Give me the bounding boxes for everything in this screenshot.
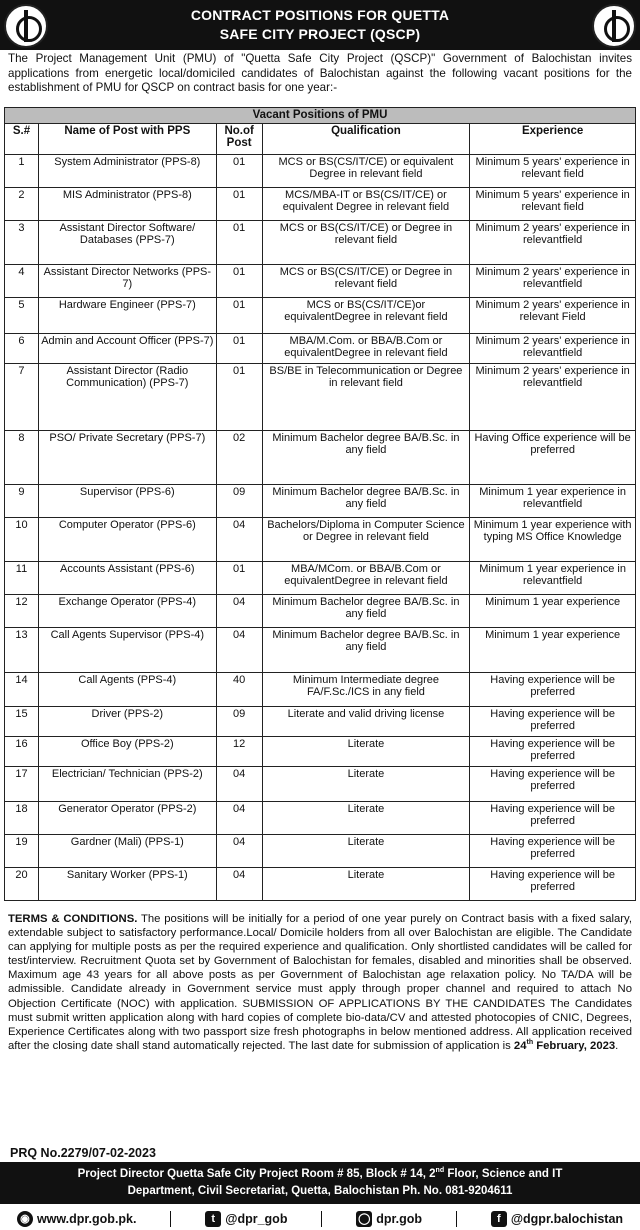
- table-row: [5, 220, 636, 264]
- cell-experience: Minimum 1 year experience: [470, 594, 636, 627]
- table-row: [5, 672, 636, 706]
- cell-experience: Having experience will be preferred: [470, 834, 636, 867]
- cell-post: Gardner (Mali) (PPS-1): [38, 834, 216, 867]
- cell-qualification: MCS or BS(CS/IT/CE) or Degree in relevant field: [262, 264, 470, 297]
- globe-icon: ◉: [17, 1211, 33, 1227]
- table-row: [5, 867, 636, 900]
- cell-no: 01: [216, 264, 262, 297]
- divider: [456, 1211, 457, 1227]
- vacancy-table: [4, 107, 636, 901]
- col-header-qualification: Qualification: [262, 123, 470, 154]
- cell-qualification: Literate: [262, 867, 470, 900]
- table-row: [5, 627, 636, 672]
- instagram-link[interactable]: ◯ dpr.gob: [358, 1212, 423, 1226]
- table-row: [5, 264, 636, 297]
- col-header-sn: S.#: [5, 123, 39, 154]
- divider: [321, 1211, 322, 1227]
- cell-qualification: Minimum Intermediate degree FA/F.Sc./ICS in any field: [262, 672, 470, 706]
- table-row: [5, 484, 636, 517]
- divider: [170, 1211, 171, 1227]
- cell-experience: Having experience will be preferred: [470, 672, 636, 706]
- cell-no: 02: [216, 430, 262, 484]
- instagram-icon: ◯: [358, 1213, 371, 1225]
- cell-no: 04: [216, 517, 262, 561]
- cell-experience: Minimum 2 years' experience in relevantfield: [470, 333, 636, 363]
- cell-qualification: MBA/MCom. or BBA/B.Com or equivalentDegree in relevant field: [262, 561, 470, 594]
- table-row: [5, 297, 636, 333]
- cell-qualification: MBA/M.Com. or BBA/B.Com or equivalentDegree in relevant field: [262, 333, 470, 363]
- col-header-no: No.of Post: [216, 123, 262, 154]
- cell-no: 12: [216, 736, 262, 766]
- address-line-2: Department, Civil Secretariat, Quetta, Balochistan Ph. No. 081-9204611: [127, 1185, 513, 1197]
- cell-no: 01: [216, 187, 262, 220]
- cell-qualification: Literate and valid driving license: [262, 706, 470, 736]
- cell-post: Assistant Director (Radio Communication) (PPS-7): [38, 363, 216, 430]
- cell-post: Admin and Account Officer (PPS-7): [38, 333, 216, 363]
- table-row: [5, 561, 636, 594]
- cell-experience: Minimum 2 years' experience in relevant Field: [470, 297, 636, 333]
- cell-sn: 17: [5, 766, 39, 801]
- col-header-post: Name of Post with PPS: [38, 123, 216, 154]
- website-link[interactable]: ◉ www.dpr.gob.pk.: [17, 1211, 137, 1227]
- header-banner: [0, 0, 640, 50]
- intro-paragraph: The Project Management Unit (PMU) of "Quetta Safe City Project (QSCP)" Government of Balochistan invites applications from energetic local/domiciled candidates of Balochistan against the following vacant positions for the establishment of PMU for QSCP on contract basis for one year:-: [8, 52, 632, 94]
- table-row: [5, 430, 636, 484]
- cell-experience: Minimum 5 years' experience in relevant field: [470, 187, 636, 220]
- cell-sn: 18: [5, 801, 39, 834]
- cell-experience: Having experience will be preferred: [470, 801, 636, 834]
- table-row: [5, 766, 636, 801]
- cell-post: Sanitary Worker (PPS-1): [38, 867, 216, 900]
- terms-heading: TERMS & CONDITIONS.: [8, 913, 138, 925]
- cell-no: 01: [216, 363, 262, 430]
- cell-experience: Minimum 2 years' experience in relevantfield: [470, 220, 636, 264]
- cell-no: 09: [216, 484, 262, 517]
- cell-experience: Minimum 1 year experience in relevantfield: [470, 484, 636, 517]
- last-date: 24th February, 2023: [513, 1039, 616, 1052]
- cell-post: MIS Administrator (PPS-8): [38, 187, 216, 220]
- cell-sn: 10: [5, 517, 39, 561]
- cell-sn: 8: [5, 430, 39, 484]
- qscp-logo-icon: [4, 4, 48, 48]
- cell-sn: 15: [5, 706, 39, 736]
- cell-post: Call Agents (PPS-4): [38, 672, 216, 706]
- cell-experience: Having experience will be preferred: [470, 867, 636, 900]
- cell-post: Electrician/ Technician (PPS-2): [38, 766, 216, 801]
- cell-qualification: Bachelors/Diploma in Computer Science or Degree in relevant field: [262, 517, 470, 561]
- table-row: [5, 594, 636, 627]
- facebook-link[interactable]: f @dgpr.balochistan: [491, 1211, 623, 1227]
- table-caption: Vacant Positions of PMU: [5, 108, 636, 124]
- address-footer: [0, 1162, 640, 1204]
- cell-experience: Minimum 2 years' experience in relevantfield: [470, 264, 636, 297]
- title-line-2: SAFE CITY PROJECT (QSCP): [219, 26, 421, 42]
- government-logo-icon: [592, 4, 636, 48]
- cell-sn: 19: [5, 834, 39, 867]
- cell-post: Generator Operator (PPS-2): [38, 801, 216, 834]
- address-line-1: Project Director Quetta Safe City Project Room # 85, Block # 14, 2nd Floor, Science and IT: [77, 1167, 563, 1180]
- cell-qualification: MCS/MBA-IT or BS(CS/IT/CE) or equivalent Degree in relevant field: [262, 187, 470, 220]
- cell-sn: 16: [5, 736, 39, 766]
- cell-experience: Having experience will be preferred: [470, 766, 636, 801]
- cell-post: Driver (PPS-2): [38, 706, 216, 736]
- cell-no: 04: [216, 766, 262, 801]
- facebook-icon: f: [491, 1211, 507, 1227]
- cell-post: Call Agents Supervisor (PPS-4): [38, 627, 216, 672]
- cell-qualification: Minimum Bachelor degree BA/B.Sc. in any field: [262, 484, 470, 517]
- cell-qualification: Minimum Bachelor degree BA/B.Sc. in any field: [262, 430, 470, 484]
- twitter-link[interactable]: t @dpr_gob: [205, 1211, 287, 1227]
- table-row: [5, 834, 636, 867]
- cell-qualification: Literate: [262, 801, 470, 834]
- cell-qualification: Literate: [262, 834, 470, 867]
- cell-post: Computer Operator (PPS-6): [38, 517, 216, 561]
- table-row: [5, 363, 636, 430]
- cell-no: 01: [216, 561, 262, 594]
- cell-no: 40: [216, 672, 262, 706]
- cell-sn: 12: [5, 594, 39, 627]
- cell-qualification: Minimum Bachelor degree BA/B.Sc. in any field: [262, 594, 470, 627]
- table-row: [5, 736, 636, 766]
- cell-qualification: Literate: [262, 736, 470, 766]
- cell-no: 01: [216, 154, 262, 187]
- cell-no: 04: [216, 801, 262, 834]
- cell-no: 04: [216, 867, 262, 900]
- cell-post: PSO/ Private Secretary (PPS-7): [38, 430, 216, 484]
- title-line-1: CONTRACT POSITIONS FOR QUETTA: [190, 7, 450, 23]
- cell-qualification: MCS or BS(CS/IT/CE)or equivalentDegree in relevant field: [262, 297, 470, 333]
- cell-experience: Having Office experience will be preferred: [470, 430, 636, 484]
- cell-no: 01: [216, 220, 262, 264]
- cell-experience: Minimum 1 year experience with typing MS Office Knowledge: [470, 517, 636, 561]
- social-bar: [0, 1208, 640, 1230]
- cell-qualification: Literate: [262, 766, 470, 801]
- cell-experience: Having experience will be preferred: [470, 706, 636, 736]
- cell-post: Assistant Director Software/ Databases (PPS-7): [38, 220, 216, 264]
- cell-no: 04: [216, 594, 262, 627]
- cell-post: Supervisor (PPS-6): [38, 484, 216, 517]
- prq-number: PRQ No.2279/07-02-2023: [10, 1146, 156, 1160]
- table-row: [5, 187, 636, 220]
- cell-qualification: MCS or BS(CS/IT/CE) or equivalent Degree in relevant field: [262, 154, 470, 187]
- cell-no: 04: [216, 627, 262, 672]
- cell-sn: 14: [5, 672, 39, 706]
- cell-experience: Minimum 1 year experience in relevantfield: [470, 561, 636, 594]
- cell-post: Exchange Operator (PPS-4): [38, 594, 216, 627]
- cell-no: 01: [216, 333, 262, 363]
- cell-post: System Administrator (PPS-8): [38, 154, 216, 187]
- cell-sn: 2: [5, 187, 39, 220]
- cell-qualification: MCS or BS(CS/IT/CE) or Degree in relevant field: [262, 220, 470, 264]
- cell-experience: Having experience will be preferred: [470, 736, 636, 766]
- table-row: [5, 154, 636, 187]
- cell-sn: 1: [5, 154, 39, 187]
- cell-sn: 13: [5, 627, 39, 672]
- cell-sn: 6: [5, 333, 39, 363]
- cell-sn: 7: [5, 363, 39, 430]
- cell-post: Assistant Director Networks (PPS-7): [38, 264, 216, 297]
- cell-post: Accounts Assistant (PPS-6): [38, 561, 216, 594]
- table-row: [5, 333, 636, 363]
- col-header-experience: Experience: [470, 123, 636, 154]
- cell-experience: Minimum 1 year experience: [470, 627, 636, 672]
- table-row: [5, 517, 636, 561]
- cell-post: Hardware Engineer (PPS-7): [38, 297, 216, 333]
- cell-sn: 4: [5, 264, 39, 297]
- twitter-icon: t: [205, 1211, 221, 1227]
- terms-paragraph: TERMS & CONDITIONS. The positions will be initially for a period of one year purely on Contract basis with a fixed salary, extendable subject to satisfactory performance.Local/ Domicile holders from all over Balochistan are eligible. The Candidate can applying for multiple posts as per the required experience and qualification. Only shortlisted candidates will be called for test/interview. Recruitment Quota set by Government of Balochistan for females, disabled and minorities shall be observed. Maximum age 43 years for all above posts as per Government of Balochistan age relaxation policy. No TA/DA will be admissible. Candidate already in Government service must apply through proper channel and required to attach No Objection Certificate (NOC) with application. SUBMISSION OF APPLICATIONS BY THE CANDIDATES The Candidates must submit written application along with hard copies of complete bio-data/CV and attested photocopies of CNIC, Degrees, Experience Certificates along with two passport size fresh photographs in below mentioned address. All application received after the closing date shall stand automatically rejected. The last date for submission of application is 24th February, 2023.: [8, 913, 632, 1052]
- cell-sn: 11: [5, 561, 39, 594]
- cell-qualification: BS/BE in Telecommunication or Degree in relevant field: [262, 363, 470, 430]
- table-row: [5, 706, 636, 736]
- cell-no: 04: [216, 834, 262, 867]
- terms-body: The positions will be initially for a period of one year purely on Contract basis with a fixed salary, extendable subject to satisfactory performance.Local/ Domicile holders from all over Balochistan are eligible. The Candidate can applying for multiple posts as per the required experience and qualification. Only shortlisted candidates will be called for test/interview. Recruitment Quota set by Government of Balochistan for females, disabled and minorities shall be observed. Maximum age 43 years for all above posts as per Government of Balochistan age relaxation policy. No TA/DA will be admissible. Candidate already in Government service must apply through proper channel and required to attach No Objection Certificate (NOC) with application. SUBMISSION OF APPLICATIONS BY THE CANDIDATES The Candidates must submit written application along with hard copies of complete bio-data/CV and attested photocopies of CNIC, Degrees, Experience Certificates along with two passport size fresh photographs in below mentioned address. All application received after the closing date shall stand automatically rejected. The last date for submission of application is: [8, 913, 632, 1052]
- cell-sn: 5: [5, 297, 39, 333]
- cell-no: 01: [216, 297, 262, 333]
- cell-experience: Minimum 5 years' experience in relevant field: [470, 154, 636, 187]
- table-row: [5, 801, 636, 834]
- cell-qualification: Minimum Bachelor degree BA/B.Sc. in any field: [262, 627, 470, 672]
- cell-sn: 9: [5, 484, 39, 517]
- cell-no: 09: [216, 706, 262, 736]
- cell-sn: 3: [5, 220, 39, 264]
- cell-post: Office Boy (PPS-2): [38, 736, 216, 766]
- cell-sn: 20: [5, 867, 39, 900]
- cell-experience: Minimum 2 years' experience in relevantfield: [470, 363, 636, 430]
